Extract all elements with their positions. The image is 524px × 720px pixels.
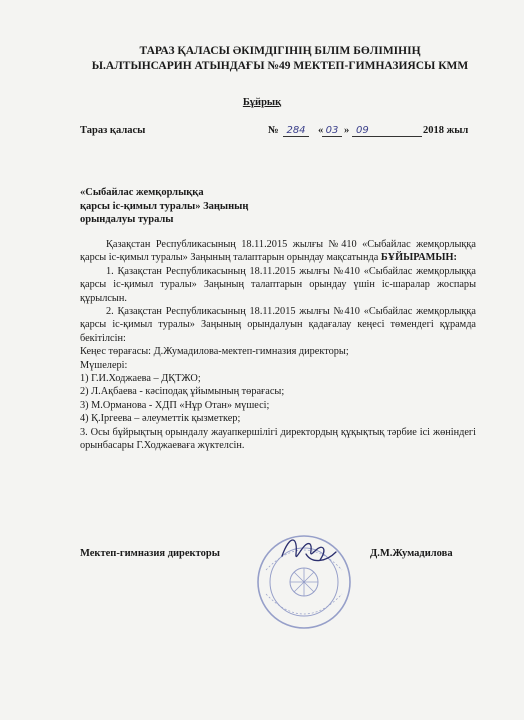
order-number-label: № [268, 125, 279, 136]
member-1: 1) Г.И.Ходжаева – ДҚТЖО; [80, 373, 201, 385]
intro-paragraph [80, 238, 476, 265]
organization-header [60, 44, 500, 74]
header-line-1: ТАРАЗ ҚАЛАСЫ ӘКІМДІГІНІҢ БІЛІМ БӨЛІМІНІҢ [139, 45, 421, 57]
header-line-2: Ы.АЛТЫНСАРИН АТЫНДАҒЫ №49 МЕКТЕП-ГИМНАЗИЯСЫ КММ [91, 60, 469, 72]
subject-line-2: қарсы іс-қимыл туралы» Заңының [80, 200, 249, 212]
city: Тараз қаласы [80, 125, 146, 136]
members-label: Мүшелері: [80, 359, 128, 371]
signatory-name: Д.М.Жумадилова [370, 548, 453, 559]
date-year: 2018 жыл [423, 125, 469, 136]
subject-line-1: «Сыбайлас жемқорлыққа [80, 187, 204, 198]
date-quote-open: « [318, 125, 324, 136]
item-3: 3. Осы бұйрықтың орындалу жауапкершілігі директордың құқықтық тәрбие ісі жөніндегі орынбасары Г.Ходжаеваға жүктелсін. [80, 426, 476, 452]
order-number-value: 284 [283, 125, 309, 137]
date-quote-close: » [344, 125, 350, 136]
council-chair: Кеңес төрағасы: Д.Жумадилова-мектеп-гимназия директоры; [80, 346, 349, 358]
order-word: БҰЙЫРАМЫН: [380, 252, 457, 264]
item-2: 2. Қазақстан Республикасының 18.11.2015 жылғы №410 «Сыбайлас жемқорлыққа қарсы іс-қимыл туралы» Заңының орындалуын қадағалау кеңесі төмендегі құрамда бекітілсін: [80, 306, 476, 344]
item-1: 1. Қазақстан Республикасының 18.11.2015 жылғы №410 «Сыбайлас жемқорлыққа қарсы іс-қимыл туралы» Заңының талаптарын орындау үшін іс-шаралар жоспары құрылсын. [80, 265, 476, 304]
member-2: 2) Л.Ақбаева - кәсіподақ ұйымының төрағасы; [80, 386, 285, 398]
subject-line-3: орындалуы туралы [80, 214, 174, 225]
order-body [80, 238, 476, 453]
date-month: 09 [352, 125, 422, 137]
member-4: 4) Қ.Іргеева – әлеуметтік қызметкер; [80, 413, 241, 425]
intro-text: Қазақстан Республикасының 18.11.2015 жылғы №410 «Сыбайлас жемқорлыққа қарсы іс-қимыл туралы» Заңының талаптарын орындау мақсатында [80, 239, 476, 264]
member-3: 3) М.Орманова - ХДП «Нұр Отан» мүшесі; [80, 399, 270, 411]
date-day: 03 [322, 125, 342, 137]
document-type: Бұйрық [242, 97, 282, 108]
stamp-emblem-rays [290, 568, 318, 596]
official-stamp-and-signature [246, 520, 366, 640]
order-subject [80, 186, 340, 227]
signatory-title: Мектеп-гимназия директоры [80, 548, 220, 559]
